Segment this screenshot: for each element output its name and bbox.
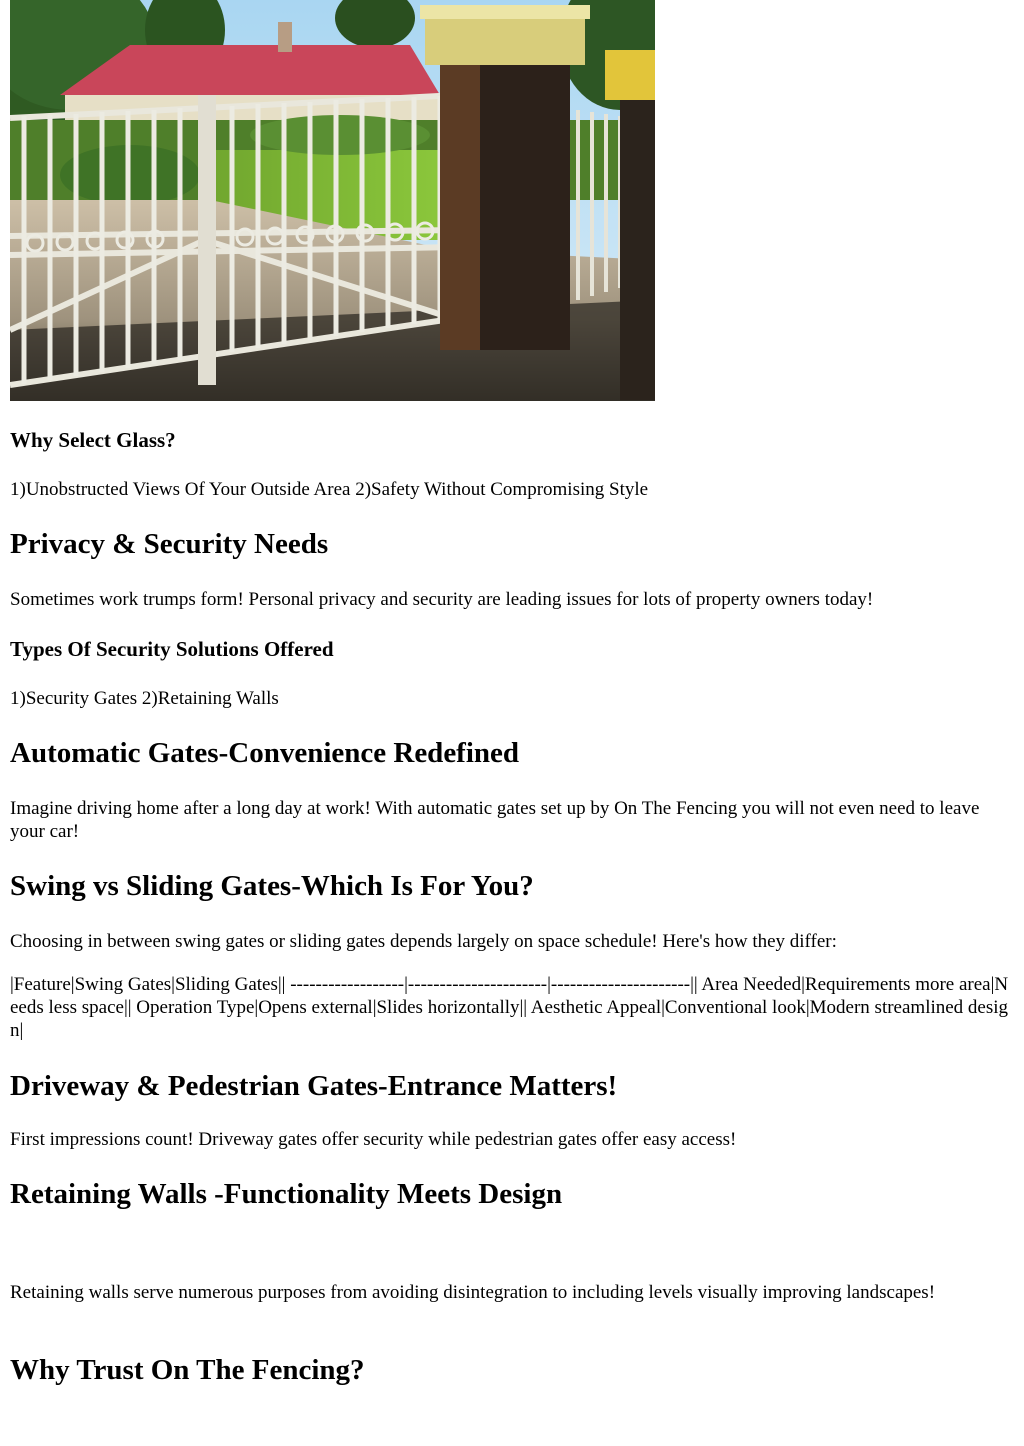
heading-retaining-walls: Retaining Walls -Functionality Meets Design (10, 1178, 563, 1210)
paragraph-swing-vs-sliding: Choosing in between swing gates or sliding gates depends largely on space schedule! Here's how they differ: (10, 931, 837, 952)
heading-security-solutions: Types Of Security Solutions Offered (10, 637, 334, 661)
heading-why-trust: Why Trust On The Fencing? (10, 1354, 365, 1386)
heading-swing-vs-sliding: Swing vs Sliding Gates-Which Is For You? (10, 870, 534, 902)
gate-photo (10, 0, 655, 401)
paragraph-automatic-gates: Imagine driving home after a long day at work! With automatic gates set up by On The Fencing you will not even need to leave your car! (10, 798, 980, 842)
heading-automatic-gates: Automatic Gates-Convenience Redefined (10, 737, 520, 769)
paragraph-glass-benefits: 1)Unobstructed Views Of Your Outside Area 2)Safety Without Compromising Style (10, 479, 649, 500)
heading-privacy-security: Privacy & Security Needs (10, 528, 329, 560)
paragraph-security-solutions: 1)Security Gates 2)Retaining Walls (10, 688, 279, 709)
paragraph-privacy-security: Sometimes work trumps form! Personal privacy and security are leading issues for lots of property owners today! (10, 589, 874, 610)
heading-driveway-pedestrian: Driveway & Pedestrian Gates-Entrance Matters! (10, 1070, 618, 1102)
paragraph-retaining-walls: Retaining walls serve numerous purposes from avoiding disintegration to including levels visually improving landscapes! (10, 1282, 936, 1303)
gate-comparison-table-text: |Feature|Swing Gates|Sliding Gates|| ------------------|----------------------|----------------------|| Area Needed|Requirements more area|Needs less space|| Operation Type|Opens external|Slides horizontally|| Aesthetic Appeal|Conventional look|Modern streamlined design| (10, 974, 1009, 1041)
hero-image (10, 0, 655, 401)
paragraph-driveway-pedestrian: First impressions count! Driveway gates offer security while pedestrian gates offer easy access! (10, 1129, 737, 1150)
heading-why-select-glass: Why Select Glass? (10, 428, 176, 452)
